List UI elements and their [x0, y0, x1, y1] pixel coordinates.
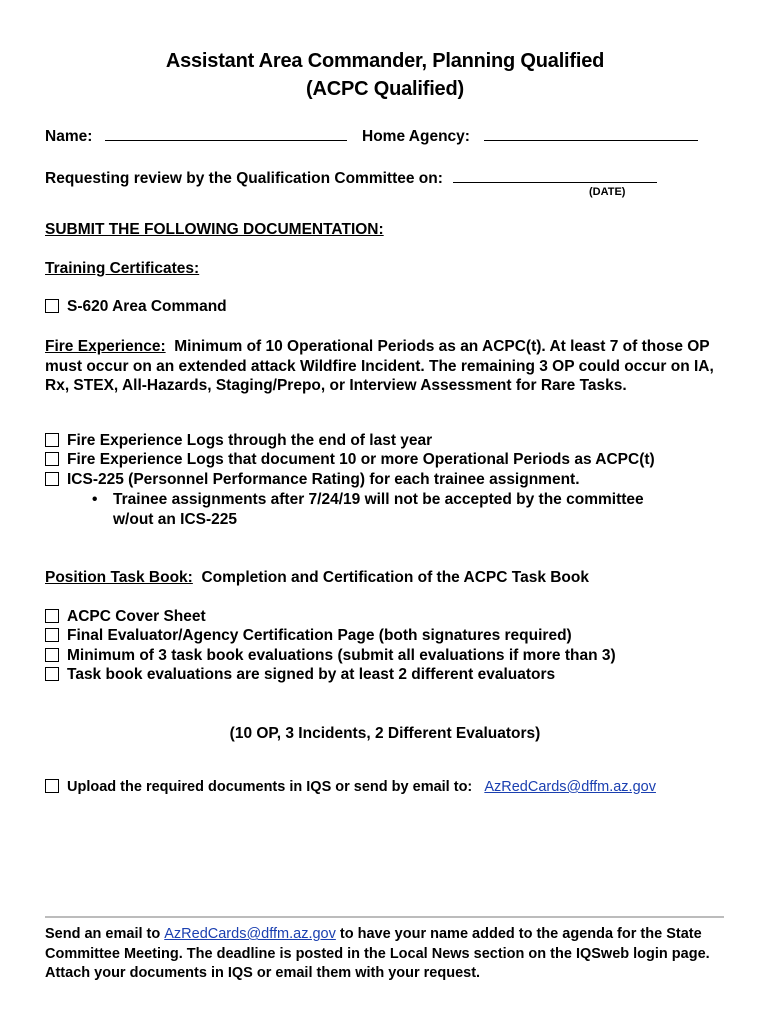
fire-experience-description: Minimum of 10 Operational Periods as an ACPC(t). At least 7 of those OP must occur on an extended attack Wildfire Incident. The remaining 3 OP could occur on IA, Rx, STEX, All-Hazards, Staging/Prepo, or Interview Assessment for Rare Tasks. [45, 338, 714, 394]
fire-experience-heading: Fire Experience: [45, 338, 166, 355]
checkbox[interactable] [45, 779, 59, 793]
submit-heading: SUBMIT THE FOLLOWING DOCUMENTATION: [45, 221, 384, 238]
task-book-item [45, 627, 572, 645]
checkbox-label: Task book evaluations are signed by at least 2 different evaluators [67, 666, 556, 683]
name-label: Name: [45, 128, 93, 145]
training-heading: Training Certificates: [45, 260, 200, 277]
home-agency-field[interactable] [484, 124, 698, 141]
divider [45, 916, 724, 918]
upload-row [45, 779, 656, 795]
checkbox[interactable] [45, 299, 59, 313]
bullet-icon: • [92, 491, 98, 508]
name-row [45, 124, 347, 146]
task-book-item [45, 647, 616, 665]
checkbox-label: Fire Experience Logs through the end of last year [67, 432, 433, 449]
footer-email-link[interactable]: AzRedCards@dffm.az.gov [164, 926, 336, 942]
review-row [45, 166, 657, 188]
document-subtitle: (ACPC Qualified) [306, 78, 464, 100]
document-title: Assistant Area Commander, Planning Qualified [165, 50, 605, 72]
bullet-text-line1: Trainee assignments after 7/24/19 will not be accepted by the committee [113, 491, 644, 508]
name-field[interactable] [105, 124, 347, 141]
checkbox-label: ICS-225 (Personnel Performance Rating) for each trainee assignment. [67, 471, 580, 488]
task-book-heading: Position Task Book: [45, 569, 193, 586]
checkbox[interactable] [45, 667, 59, 681]
review-date-field[interactable] [453, 166, 657, 183]
date-caption: (DATE) [589, 186, 626, 198]
upload-text: Upload the required documents in IQS or send by email to: [67, 779, 473, 795]
task-book-item [45, 666, 555, 684]
footer-suffix: to have your name added to the agenda for the State Committee Meeting. The deadline is posted in the Local News section on the IQSweb login page. Attach your documents in IQS or email them with your request. [45, 926, 710, 981]
checkbox[interactable] [45, 609, 59, 623]
checkbox[interactable] [45, 433, 59, 447]
checkbox[interactable] [45, 628, 59, 642]
checkbox-label: S-620 Area Command [67, 298, 227, 315]
fire-item [45, 432, 432, 450]
checkbox-label: Final Evaluator/Agency Certification Page (both signatures required) [67, 627, 572, 644]
footer-note [45, 925, 725, 984]
fire-item [45, 471, 580, 489]
checkbox[interactable] [45, 452, 59, 466]
review-label: Requesting review by the Qualification Committee on: [45, 170, 443, 187]
checkbox[interactable] [45, 472, 59, 486]
fire-item [45, 451, 655, 469]
checkbox[interactable] [45, 648, 59, 662]
task-book-item [45, 608, 206, 626]
task-book-summary: (10 OP, 3 Incidents, 2 Different Evaluators) [229, 725, 541, 742]
checkbox-label: Fire Experience Logs that document 10 or more Operational Periods as ACPC(t) [67, 451, 655, 468]
task-book-row [45, 569, 589, 587]
bullet-text-line2: w/out an ICS-225 [113, 511, 238, 528]
footer-prefix: Send an email to [45, 926, 165, 942]
checkbox-label: ACPC Cover Sheet [67, 608, 206, 625]
task-book-description: Completion and Certification of the ACPC Task Book [201, 569, 589, 586]
checkbox-label: Minimum of 3 task book evaluations (submit all evaluations if more than 3) [67, 647, 616, 664]
home-agency-label: Home Agency: [362, 128, 470, 145]
upload-email-link[interactable]: AzRedCards@dffm.az.gov [484, 779, 656, 795]
fire-experience-paragraph [45, 337, 735, 396]
home-agency-row [362, 124, 698, 146]
training-item [45, 298, 227, 316]
